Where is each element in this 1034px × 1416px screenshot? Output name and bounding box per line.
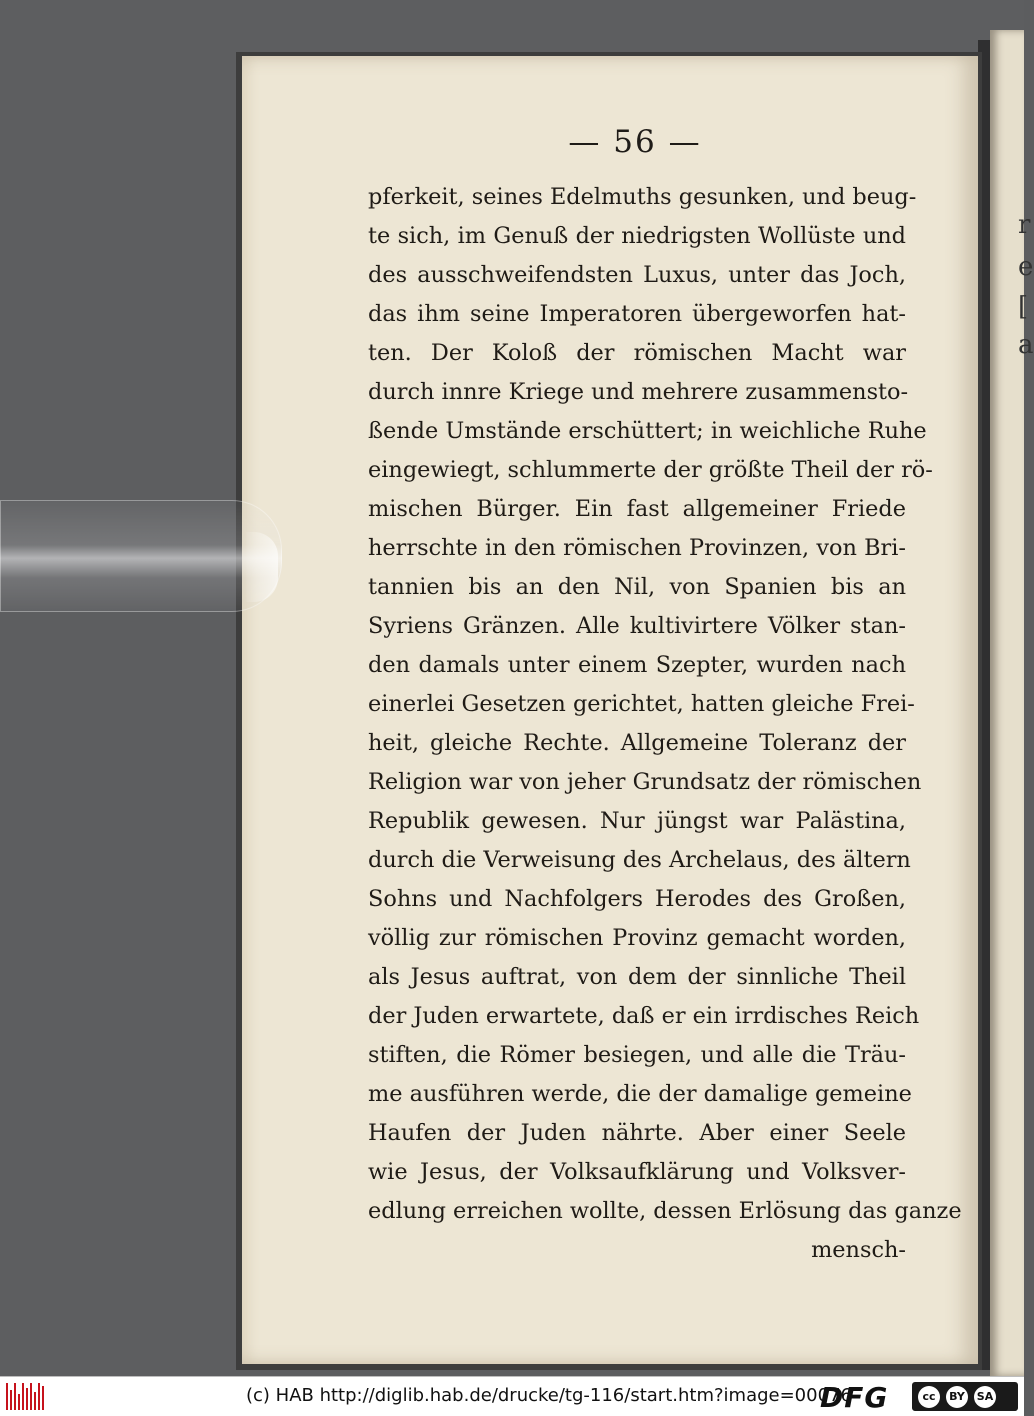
text-line: tannien bis an den Nil, von Spanien bis an xyxy=(368,574,906,600)
adjacent-page-fragment: e xyxy=(1018,252,1034,282)
text-line: den damals unter einem Szepter, wurden nach xyxy=(368,652,906,678)
text-line: wie Jesus, der Volksaufklärung und Volksver- xyxy=(368,1159,906,1185)
text-line: Republik gewesen. Nur jüngst war Palästina, xyxy=(368,808,906,834)
text-line: der Juden erwartete, daß er ein irrdisches Reich xyxy=(368,1003,920,1029)
text-line: pferkeit, seines Edelmuths gesunken, und beug- xyxy=(368,184,917,210)
page-text-block xyxy=(368,178,962,1270)
attribution-icon: BY xyxy=(946,1386,968,1408)
text-line: einerlei Gesetzen gerichtet, hatten gleiche Frei- xyxy=(368,691,915,717)
page-number: — 56 — xyxy=(568,124,702,160)
text-line: Syriens Gränzen. Alle kultivirtere Völker stan- xyxy=(368,613,906,639)
viewer-footer xyxy=(0,1376,1024,1416)
text-line: me ausführen werde, die der damalige gemeine xyxy=(368,1081,912,1107)
text-line: herrschte in den römischen Provinzen, von Bri- xyxy=(368,535,906,561)
text-line: Haufen der Juden nährte. Aber einer Seele xyxy=(368,1120,906,1146)
text-line: heit, gleiche Rechte. Allgemeine Toleranz der xyxy=(368,730,906,756)
text-line: edlung erreichen wollte, dessen Erlösung das ganze xyxy=(368,1198,962,1224)
text-line: durch die Verweisung des Archelaus, des ältern xyxy=(368,847,911,873)
barcode-logo-icon xyxy=(6,1383,48,1410)
text-line: Sohns und Nachfolgers Herodes des Großen, xyxy=(368,886,906,912)
text-line: stiften, die Römer besiegen, und alle die Träu- xyxy=(368,1042,906,1068)
text-line: als Jesus auftrat, von dem der sinnliche Theil xyxy=(368,964,906,990)
cc-icon: cc xyxy=(918,1386,940,1408)
text-line: eingewiegt, schlummerte der größte Theil der rö- xyxy=(368,457,933,483)
text-line: des ausschweifendsten Luxus, unter das Joch, xyxy=(368,262,906,288)
copyright-link[interactable]: (c) HAB http://diglib.hab.de/drucke/tg-116/start.htm?image=00076 xyxy=(246,1385,852,1406)
cc-license-badge[interactable] xyxy=(912,1382,1018,1411)
adjacent-page-fragment: r xyxy=(1018,210,1031,240)
dfg-logo: DFG xyxy=(820,1381,889,1414)
text-line: Religion war von jeher Grundsatz der römischen xyxy=(368,769,922,795)
share-alike-icon: SA xyxy=(974,1386,996,1408)
page-clip-tip xyxy=(246,532,278,602)
adjacent-page-fragment: a xyxy=(1018,330,1034,360)
adjacent-page-edge xyxy=(990,30,1034,1376)
catchword: mensch- xyxy=(811,1237,906,1263)
page-clip xyxy=(0,500,282,612)
text-line: durch innre Kriege und mehrere zusammensto- xyxy=(368,379,909,405)
text-line: mischen Bürger. Ein fast allgemeiner Friede xyxy=(368,496,906,522)
adjacent-page-fragment: [ xyxy=(1018,292,1029,322)
text-line: te sich, im Genuß der niedrigsten Wollüste und xyxy=(368,223,906,249)
text-line: ten. Der Koloß der römischen Macht war xyxy=(368,340,906,366)
text-line: völlig zur römischen Provinz gemacht worden, xyxy=(368,925,906,951)
text-line: das ihm seine Imperatoren übergeworfen hat- xyxy=(368,301,906,327)
text-line: ßende Umstände erschüttert; in weichliche Ruhe xyxy=(368,418,927,444)
